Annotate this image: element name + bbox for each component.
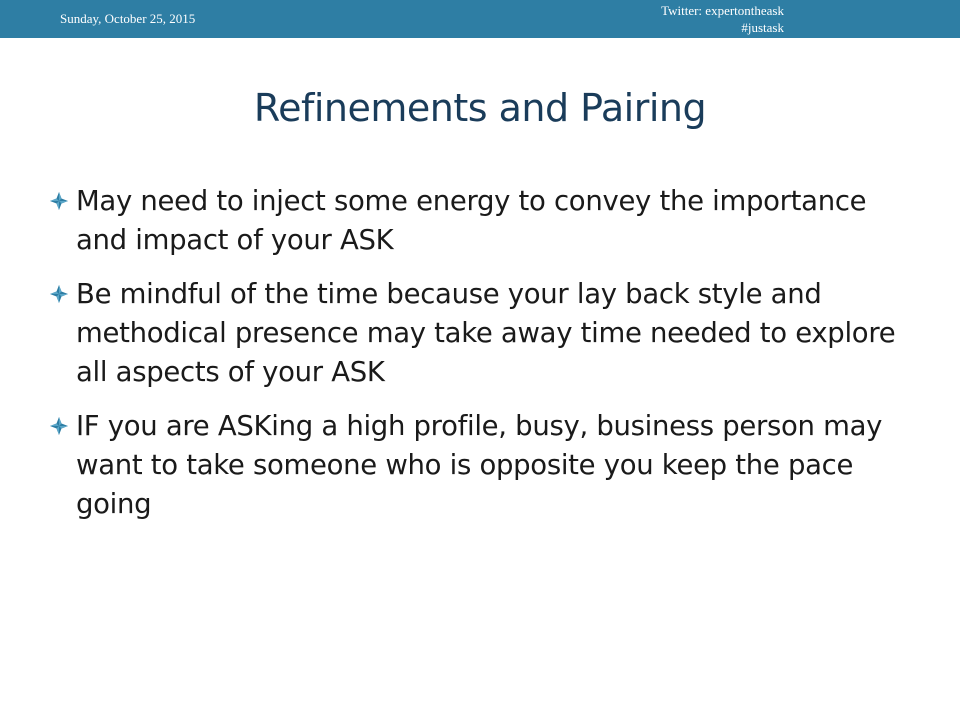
bullet-text: May need to inject some energy to convey the importance and impact of your ASK xyxy=(76,185,867,256)
slide-title: Refinements and Pairing xyxy=(253,86,707,130)
header-bar xyxy=(0,0,960,38)
four-diamond-star-bullet-icon xyxy=(48,283,70,305)
four-diamond-star-bullet-icon xyxy=(48,190,70,212)
four-diamond-star-bullet-icon xyxy=(48,415,70,437)
bullet-item xyxy=(48,182,912,260)
hashtag: #justask xyxy=(741,20,784,35)
bullet-list xyxy=(62,182,912,539)
header-twitter xyxy=(661,2,784,36)
bullet-item xyxy=(48,407,912,524)
twitter-handle: Twitter: expertontheask xyxy=(661,3,784,18)
bullet-text: Be mindful of the time because your lay back style and methodical presence may take away time needed to explore all aspects of your ASK xyxy=(76,278,896,388)
bullet-item xyxy=(48,275,912,392)
bullet-text: IF you are ASKing a high profile, busy, business person may want to take someone who is opposite you keep the pace going xyxy=(76,410,883,520)
header-date: Sunday, October 25, 2015 xyxy=(60,11,196,26)
